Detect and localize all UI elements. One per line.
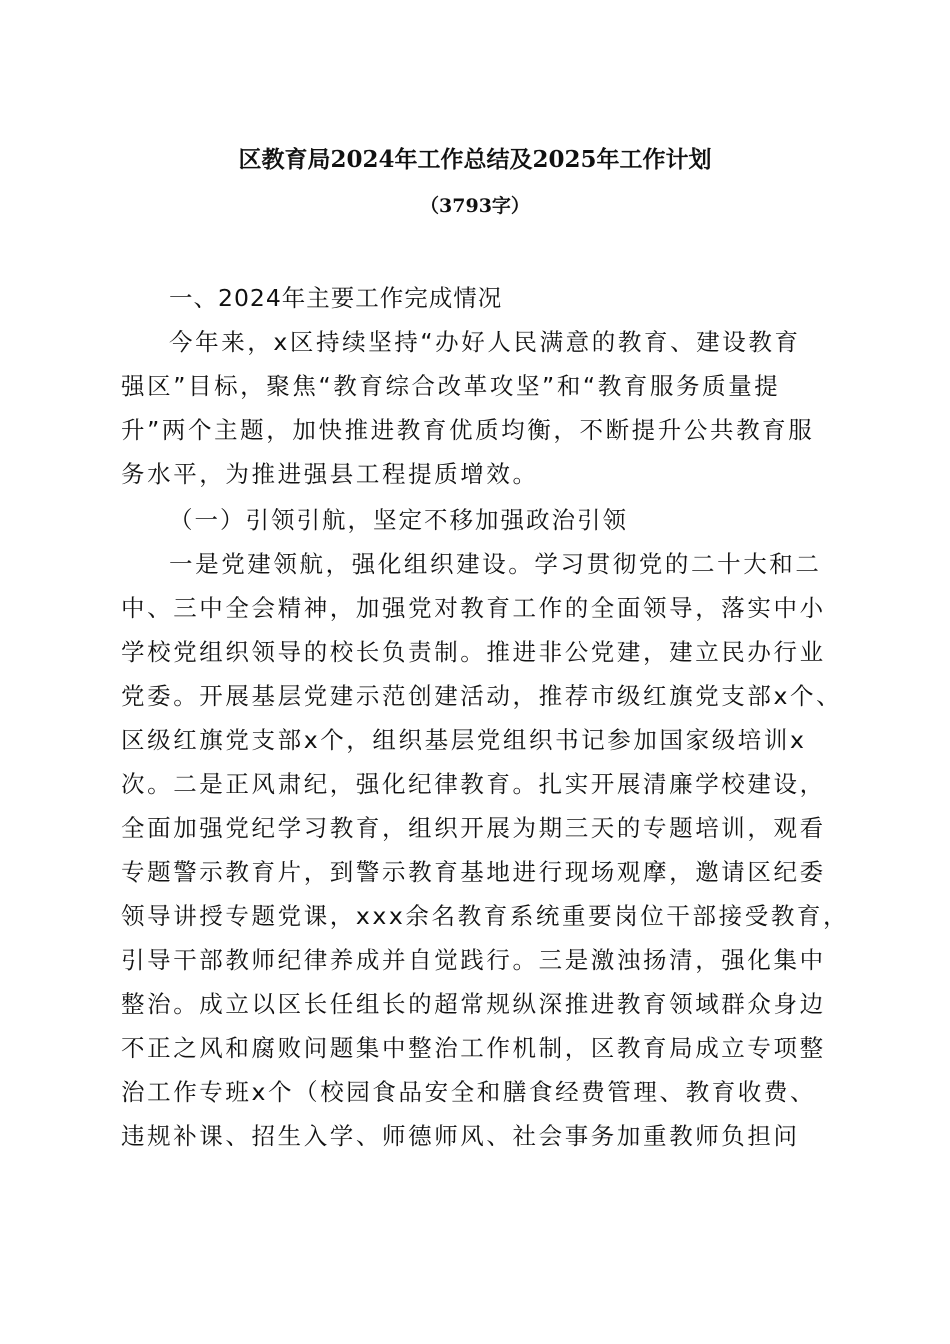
document-title-line2: （3793字） [420,195,530,217]
paragraph-line: 引导干部教师纪律养成并自觉践行。三是激浊扬清，强化集中 [121,946,826,974]
paragraph-line: 强区”目标，聚焦“教育综合改革攻坚”和“教育服务质量提 [121,372,781,400]
paragraph-line: 党委。开展基层党建示范创建活动，推荐市级红旗党支部x个、 [121,682,843,710]
document-title-line1: 区教育局2024年工作总结及2025年工作计划 [238,146,712,173]
paragraph-line: 全面加强党纪学习教育，组织开展为期三天的专题培训，观看 [121,814,826,842]
paragraph-line: 领导讲授专题党课，xxx余名教育系统重要岗位干部接受教育， [121,902,850,930]
paragraph-line: 不正之风和腐败问题集中整治工作机制，区教育局成立专项整 [121,1034,826,1062]
subsection-heading: （一）引领引航，坚定不移加强政治引领 [169,506,628,534]
paragraph-line: 务水平，为推进强县工程提质增效。 [121,460,539,488]
paragraph-line: 升”两个主题，加快推进教育优质均衡，不断提升公共教育服 [121,416,815,444]
paragraph-line: 一是党建领航，强化组织建设。学习贯彻党的二十大和二 [169,550,822,578]
paragraph-line: 治工作专班x个（校园食品安全和膳食经费管理、教育收费、 [121,1078,817,1106]
paragraph-line: 违规补课、招生入学、师德师风、社会事务加重教师负担问 [121,1122,800,1150]
paragraph-line: 区级红旗党支部x个，组织基层党组织书记参加国家级培训x [121,726,807,754]
paragraph-line: 次。二是正风肃纪，强化纪律教育。扎实开展清廉学校建设， [121,770,826,798]
paragraph-line: 专题警示教育片，到警示教育基地进行现场观摩，邀请区纪委 [121,858,826,886]
paragraph-line: 中、三中全会精神，加强党对教育工作的全面领导，落实中小 [121,594,826,622]
paragraph-line: 今年来，x区持续坚持“办好人民满意的教育、建设教育 [169,328,801,356]
paragraph-line: 整治。成立以区长任组长的超常规纵深推进教育领域群众身边 [121,990,826,1018]
section-heading: 一、2024年主要工作完成情况 [169,284,503,312]
paragraph-line: 学校党组织领导的校长负责制。推进非公党建，建立民办行业 [121,638,826,666]
